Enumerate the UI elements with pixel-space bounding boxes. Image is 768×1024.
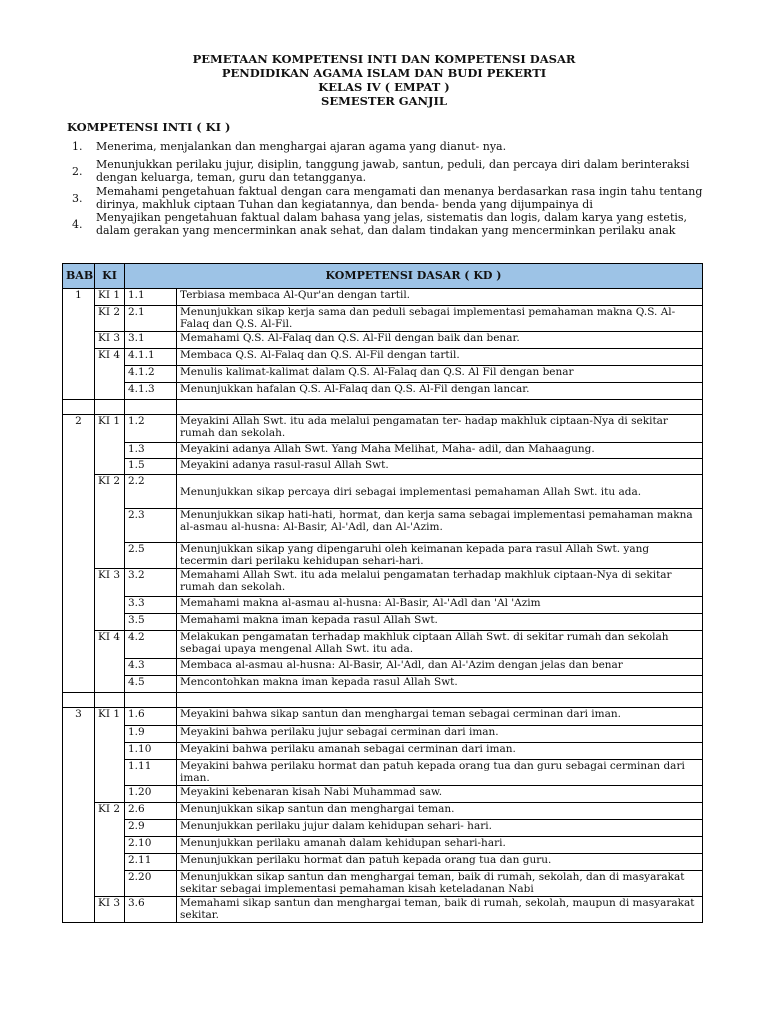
table-row (63, 803, 703, 820)
kd-description-cell: Menunjukkan sikap percaya diri sebagai implementasi pemahaman Allah Swt. itu ada. (177, 475, 703, 509)
kd-description-cell: Memahami Q.S. Al-Falaq dan Q.S. Al-Fil dengan baik dan benar. (177, 332, 703, 349)
table-row (63, 760, 703, 786)
ki-cell: KI 2 (95, 803, 125, 897)
kd-description-cell: Mencontohkan makna iman kepada rasul Allah Swt. (177, 676, 703, 693)
table-row (63, 509, 703, 543)
kd-code-cell: 4.2 (125, 631, 177, 659)
kd-description-cell: Meyakini adanya Allah Swt. Yang Maha Melihat, Maha- adil, dan Mahaagung. (177, 443, 703, 459)
table-row (63, 543, 703, 569)
kd-description-cell: Menunjukkan perilaku amanah dalam kehidupan sehari-hari. (177, 837, 703, 854)
kd-description-cell: Membaca al-asmau al-husna: Al-Basir, Al-'Adl, dan Al-'Azim dengan jelas dan benar (177, 659, 703, 676)
table-row (63, 614, 703, 631)
kd-code-cell: 4.3 (125, 659, 177, 676)
spacer-cell (95, 400, 125, 415)
ki-item (72, 185, 712, 211)
kd-code-cell: 1.10 (125, 743, 177, 760)
kd-code-cell: 2.2 (125, 475, 177, 509)
kd-description-cell: Memahami makna iman kepada rasul Allah Swt. (177, 614, 703, 631)
table-row (63, 349, 703, 366)
kd-code-cell: 1.3 (125, 443, 177, 459)
ki-item-number: 4. (72, 218, 83, 231)
kd-code-cell: 1.9 (125, 726, 177, 743)
kd-description-cell: Meyakini kebenaran kisah Nabi Muhammad saw. (177, 786, 703, 803)
kd-code-cell: 3.1 (125, 332, 177, 349)
table-row (63, 743, 703, 760)
table-row (63, 366, 703, 383)
table-row (63, 569, 703, 597)
kd-description-cell: Menunjukkan perilaku hormat dan patuh kepada orang tua dan guru. (177, 854, 703, 871)
kd-description-cell: Memahami sikap santun dan menghargai teman, baik di rumah, sekolah, maupun di masyarakat sekitar. (177, 897, 703, 923)
title-line: SEMESTER GANJIL (321, 94, 447, 108)
ki-item-number: 1. (72, 140, 83, 153)
title-line: PENDIDIKAN AGAMA ISLAM DAN BUDI PEKERTI (221, 66, 547, 80)
kd-description-cell: Menunjukkan perilaku jujur dalam kehidupan sehari- hari. (177, 820, 703, 837)
kd-code-cell: 1.1 (125, 289, 177, 306)
spacer-cell (95, 693, 125, 708)
ki-item (72, 140, 712, 154)
kd-code-cell: 1.20 (125, 786, 177, 803)
ki-item-number: 3. (72, 192, 83, 205)
table-row (63, 332, 703, 349)
table-row (63, 854, 703, 871)
table-row (63, 897, 703, 923)
table-row (63, 871, 703, 897)
spacer-cell (125, 693, 177, 708)
table-spacer-row (63, 400, 703, 415)
kd-code-cell: 2.3 (125, 509, 177, 543)
bab-cell: 2 (63, 415, 95, 693)
ki-heading: KOMPETENSI INTI ( KI ) (67, 120, 231, 134)
table-row (63, 659, 703, 676)
table-row (63, 475, 703, 509)
table-row (63, 415, 703, 443)
table-row (63, 289, 703, 306)
kd-table (62, 263, 703, 923)
kd-description-cell: Meyakini bahwa perilaku jujur sebagai cerminan dari iman. (177, 726, 703, 743)
kd-table-body (63, 289, 703, 923)
table-row (63, 631, 703, 659)
kd-code-cell: 4.1.3 (125, 383, 177, 400)
kd-code-cell: 2.11 (125, 854, 177, 871)
table-spacer-row (63, 693, 703, 708)
ki-cell: KI 2 (95, 306, 125, 332)
ki-item-text: Memahami pengetahuan faktual dengan cara mengamati dan menanya berdasarkan rasa ingin tahu tentang dirinya, makhluk ciptaan Tuhan dan kegiatannya, dan benda- benda yang dijumpainya di (96, 185, 703, 211)
kd-description-cell: Menunjukkan sikap kerja sama dan peduli sebagai implementasi pemahaman makna Q.S. Al-Falaq dan Q.S. Al-Fil. (177, 306, 703, 332)
table-row (63, 708, 703, 726)
ki-item (72, 211, 712, 237)
kd-description-cell: Membaca Q.S. Al-Falaq dan Q.S. Al-Fil dengan tartil. (177, 349, 703, 366)
spacer-cell (63, 693, 95, 708)
spacer-cell (125, 400, 177, 415)
ki-cell: KI 3 (95, 897, 125, 923)
kd-code-cell: 3.5 (125, 614, 177, 631)
kd-description-cell: Meyakini Allah Swt. itu ada melalui pengamatan ter- hadap makhluk ciptaan-Nya di sekitar rumah dan sekolah. (177, 415, 703, 443)
kd-code-cell: 2.10 (125, 837, 177, 854)
kd-description-cell: Memahami Allah Swt. itu ada melalui pengamatan terhadap makhluk ciptaan-Nya di sekitar rumah dan sekolah. (177, 569, 703, 597)
kd-description-cell: Meyakini bahwa perilaku hormat dan patuh kepada orang tua dan guru sebagai cerminan dari iman. (177, 760, 703, 786)
ki-cell: KI 1 (95, 289, 125, 306)
header-ki: KI (95, 264, 125, 289)
kd-code-cell: 2.5 (125, 543, 177, 569)
table-row (63, 459, 703, 475)
ki-item-text: Menyajikan pengetahuan faktual dalam bahasa yang jelas, sistematis dan logis, dalam karya yang estetis, dalam gerakan yang mencerminkan anak sehat, dan dalam tindakan yang mencerminkan perilaku anak (96, 211, 688, 237)
ki-cell: KI 4 (95, 349, 125, 400)
table-row (63, 383, 703, 400)
ki-cell: KI 2 (95, 475, 125, 569)
kd-description-cell: Memahami makna al-asmau al-husna: Al-Basir, Al-'Adl dan 'Al 'Azim (177, 597, 703, 614)
table-row (63, 820, 703, 837)
ki-item-text: Menerima, menjalankan dan menghargai ajaran agama yang dianut- nya. (96, 140, 507, 153)
kd-code-cell: 3.6 (125, 897, 177, 923)
kd-code-cell: 3.3 (125, 597, 177, 614)
kd-code-cell: 4.1.2 (125, 366, 177, 383)
kd-code-cell: 2.20 (125, 871, 177, 897)
table-row (63, 306, 703, 332)
kd-description-cell: Menulis kalimat-kalimat dalam Q.S. Al-Falaq dan Q.S. Al Fil dengan benar (177, 366, 703, 383)
ki-cell: KI 1 (95, 415, 125, 475)
table-row (63, 597, 703, 614)
kd-description-cell: Meyakini adanya rasul-rasul Allah Swt. (177, 459, 703, 475)
bab-cell: 3 (63, 708, 95, 923)
kd-description-cell: Menunjukkan sikap santun dan menghargai teman, baik di rumah, sekolah, dan di masyarakat sekitar sebagai implementasi pemahaman kisah keteladanan Nabi (177, 871, 703, 897)
title-line: PEMETAAN KOMPETENSI INTI DAN KOMPETENSI DASAR (192, 52, 576, 66)
ki-cell: KI 4 (95, 631, 125, 693)
ki-item (72, 158, 712, 184)
kd-code-cell: 2.1 (125, 306, 177, 332)
kd-code-cell: 4.1.1 (125, 349, 177, 366)
table-header-row (63, 264, 703, 289)
kd-code-cell: 1.2 (125, 415, 177, 443)
header-bab: BAB (63, 264, 95, 289)
kd-description-cell: Menunjukkan sikap yang dipengaruhi oleh keimanan kepada para rasul Allah Swt. yang tecermin dari perilaku kehidupan sehari-hari. (177, 543, 703, 569)
kd-description-cell: Menunjukkan sikap hati-hati, hormat, dan kerja sama sebagai implementasi pemahaman makna al-asmau al-husna: Al-Basir, Al-'Adl, dan Al-'Azim. (177, 509, 703, 543)
ki-item-number: 2. (72, 165, 83, 178)
kd-code-cell: 1.11 (125, 760, 177, 786)
spacer-cell (177, 400, 703, 415)
kd-description-cell: Menunjukkan hafalan Q.S. Al-Falaq dan Q.S. Al-Fil dengan lancar. (177, 383, 703, 400)
table-row (63, 443, 703, 459)
table-row (63, 726, 703, 743)
kd-code-cell: 1.5 (125, 459, 177, 475)
header-kd: KOMPETENSI DASAR ( KD ) (125, 264, 703, 289)
table-row (63, 786, 703, 803)
kd-description-cell: Meyakini bahwa sikap santun dan menghargai teman sebagai cerminan dari iman. (177, 708, 703, 726)
kd-description-cell: Terbiasa membaca Al-Qur'an dengan tartil. (177, 289, 703, 306)
kd-code-cell: 4.5 (125, 676, 177, 693)
kd-description-cell: Menunjukkan sikap santun dan menghargai teman. (177, 803, 703, 820)
title-line: KELAS IV ( EMPAT ) (318, 80, 450, 94)
ki-item-text: Menunjukkan perilaku jujur, disiplin, tanggung jawab, santun, peduli, dan percaya diri dalam berinteraksi dengan keluarga, teman, guru dan tetangganya. (96, 158, 690, 184)
table-row (63, 837, 703, 854)
kd-description-cell: Meyakini bahwa perilaku amanah sebagai cerminan dari iman. (177, 743, 703, 760)
ki-cell: KI 3 (95, 569, 125, 631)
kd-code-cell: 2.6 (125, 803, 177, 820)
kd-code-cell: 1.6 (125, 708, 177, 726)
bab-cell: 1 (63, 289, 95, 400)
spacer-cell (177, 693, 703, 708)
ki-cell: KI 3 (95, 332, 125, 349)
kd-code-cell: 2.9 (125, 820, 177, 837)
spacer-cell (63, 400, 95, 415)
kd-code-cell: 3.2 (125, 569, 177, 597)
document-title (0, 52, 768, 108)
table-row (63, 676, 703, 693)
ki-cell: KI 1 (95, 708, 125, 803)
kd-description-cell: Melakukan pengamatan terhadap makhluk ciptaan Allah Swt. di sekitar rumah dan sekolah sebagai upaya mengenal Allah Swt. itu ada. (177, 631, 703, 659)
